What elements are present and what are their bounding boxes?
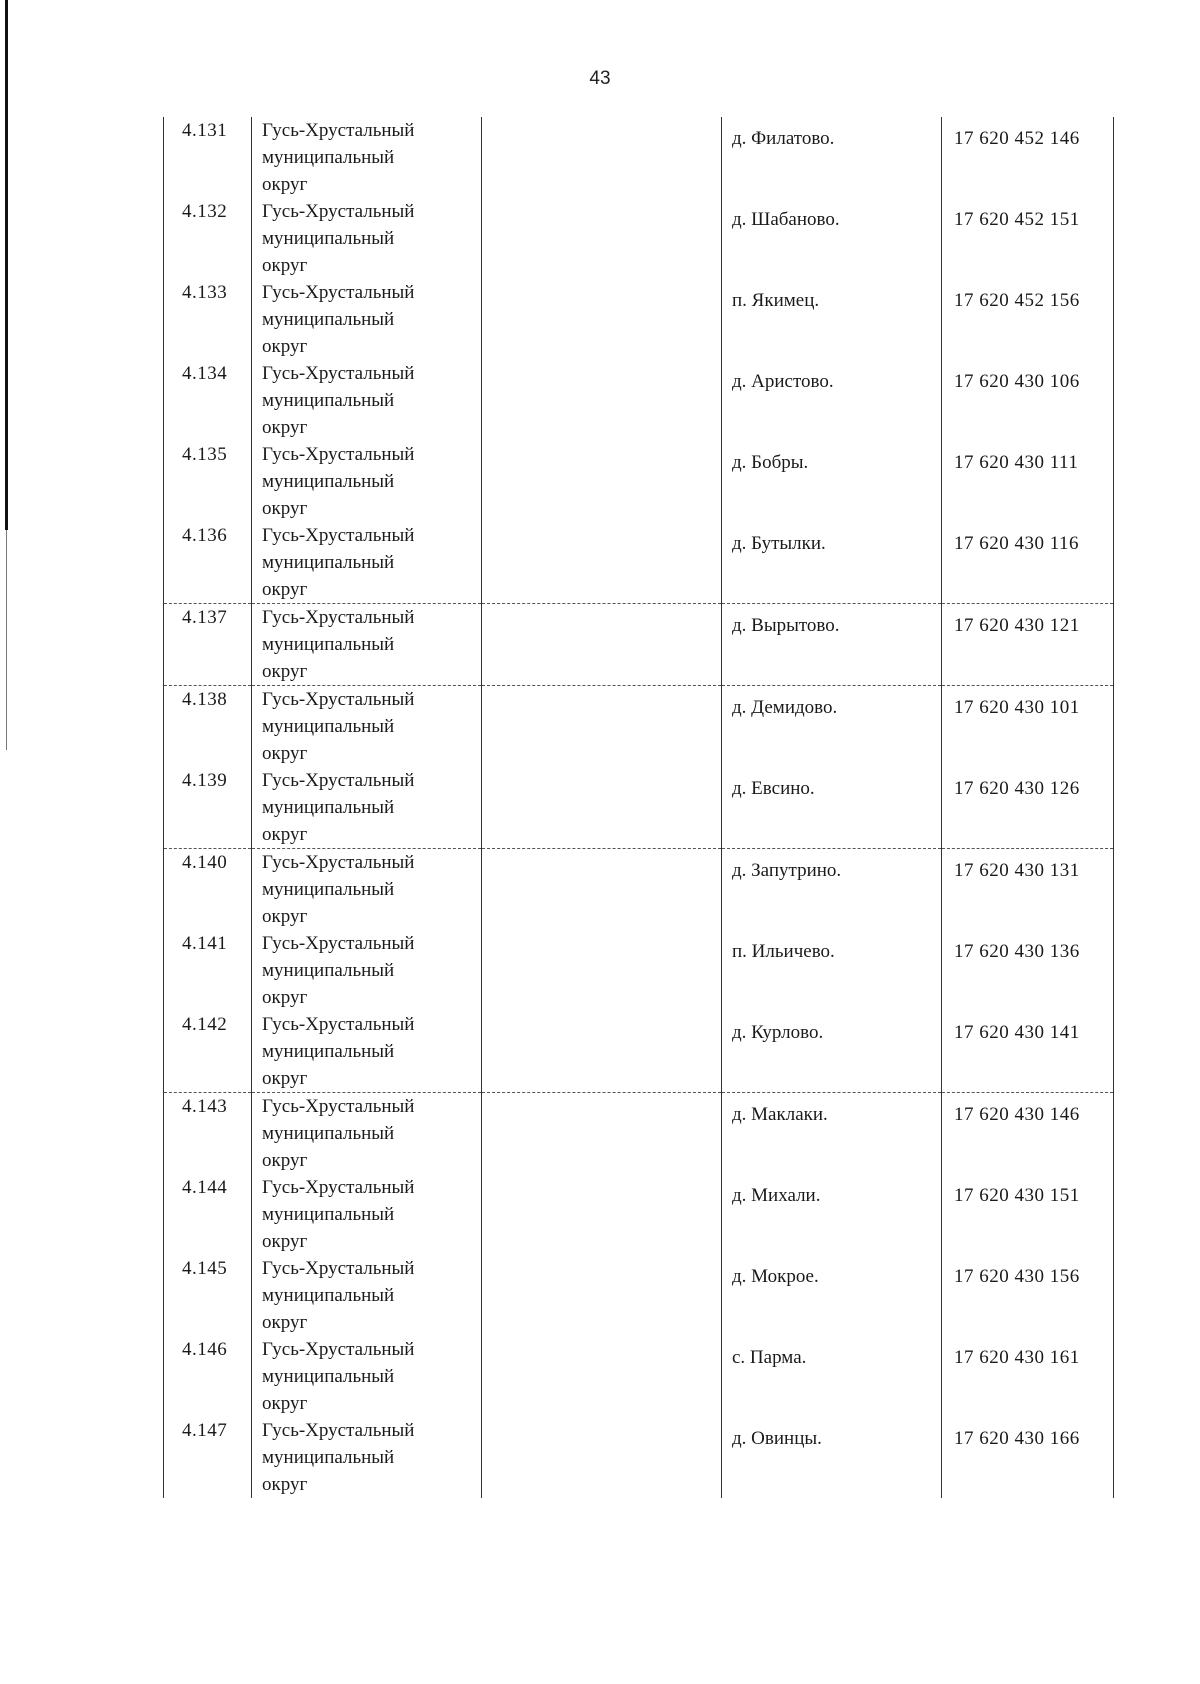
- locality-cell: д. Курлово.: [722, 1011, 942, 1093]
- municipality-line: муниципальный: [262, 1366, 395, 1387]
- row-number: 4.147: [164, 1417, 252, 1498]
- table-row: [164, 117, 1114, 198]
- row-number: 4.140: [164, 849, 252, 931]
- municipality-line: муниципальный: [262, 471, 395, 492]
- municipality-line: Гусь-Хрустальный: [262, 1420, 415, 1441]
- empty-cell: [482, 1336, 722, 1417]
- municipality-line: муниципальный: [262, 390, 395, 411]
- municipality-line: округ: [262, 174, 308, 195]
- municipality-line: муниципальный: [262, 228, 395, 249]
- oktmo-code-cell: 17 620 452 151: [942, 198, 1114, 279]
- municipality-cell: [252, 117, 482, 198]
- row-number: 4.139: [164, 767, 252, 849]
- oktmo-code-cell: 17 620 430 166: [942, 1417, 1114, 1498]
- municipality-cell: [252, 686, 482, 768]
- municipality-line: округ: [262, 987, 308, 1008]
- municipality-cell: [252, 1255, 482, 1336]
- empty-cell: [482, 604, 722, 686]
- row-number: 4.134: [164, 360, 252, 441]
- municipality-line: округ: [262, 255, 308, 276]
- empty-cell: [482, 117, 722, 198]
- municipality-line: Гусь-Хрустальный: [262, 363, 415, 384]
- empty-cell: [482, 686, 722, 768]
- row-number: 4.142: [164, 1011, 252, 1093]
- municipality-line: муниципальный: [262, 147, 395, 168]
- row-number: 4.144: [164, 1174, 252, 1255]
- municipality-line: Гусь-Хрустальный: [262, 933, 415, 954]
- row-number: 4.132: [164, 198, 252, 279]
- table-row: [164, 441, 1114, 522]
- municipality-cell: [252, 767, 482, 849]
- table-row: [164, 604, 1114, 686]
- municipality-cell: [252, 930, 482, 1011]
- row-number: 4.135: [164, 441, 252, 522]
- municipality-line: муниципальный: [262, 1041, 395, 1062]
- oktmo-code-cell: 17 620 430 151: [942, 1174, 1114, 1255]
- municipality-line: округ: [262, 336, 308, 357]
- oktmo-code-cell: 17 620 452 146: [942, 117, 1114, 198]
- oktmo-code-cell: 17 620 430 146: [942, 1093, 1114, 1175]
- table-row: [164, 1093, 1114, 1175]
- locality-cell: д. Бобры.: [722, 441, 942, 522]
- municipality-line: муниципальный: [262, 879, 395, 900]
- municipality-line: муниципальный: [262, 716, 395, 737]
- empty-cell: [482, 1011, 722, 1093]
- oktmo-code-cell: 17 620 430 141: [942, 1011, 1114, 1093]
- municipality-line: Гусь-Хрустальный: [262, 282, 415, 303]
- empty-cell: [482, 1417, 722, 1498]
- oktmo-code-cell: 17 620 430 156: [942, 1255, 1114, 1336]
- table-row: [164, 360, 1114, 441]
- locality-cell: д. Запутрино.: [722, 849, 942, 931]
- empty-cell: [482, 279, 722, 360]
- row-number: 4.137: [164, 604, 252, 686]
- empty-cell: [482, 441, 722, 522]
- locality-cell: д. Маклаки.: [722, 1093, 942, 1175]
- empty-cell: [482, 930, 722, 1011]
- municipality-line: округ: [262, 1068, 308, 1089]
- municipality-line: округ: [262, 1393, 308, 1414]
- row-number: 4.141: [164, 930, 252, 1011]
- municipality-cell: [252, 1093, 482, 1175]
- locality-cell: д. Евсино.: [722, 767, 942, 849]
- locality-cell: д. Овинцы.: [722, 1417, 942, 1498]
- oktmo-code-cell: 17 620 430 126: [942, 767, 1114, 849]
- municipality-line: муниципальный: [262, 1285, 395, 1306]
- locality-cell: д. Шабаново.: [722, 198, 942, 279]
- row-number: 4.131: [164, 117, 252, 198]
- locality-cell: д. Филатово.: [722, 117, 942, 198]
- empty-cell: [482, 849, 722, 931]
- empty-cell: [482, 1255, 722, 1336]
- municipality-cell: [252, 522, 482, 604]
- table-row: [164, 1174, 1114, 1255]
- row-number: 4.146: [164, 1336, 252, 1417]
- municipality-line: округ: [262, 1150, 308, 1171]
- municipality-line: Гусь-Хрустальный: [262, 1177, 415, 1198]
- table-row: [164, 849, 1114, 931]
- table-row: [164, 686, 1114, 768]
- municipality-cell: [252, 441, 482, 522]
- municipality-line: Гусь-Хрустальный: [262, 201, 415, 222]
- oktmo-code-cell: 17 620 430 136: [942, 930, 1114, 1011]
- table-row: [164, 767, 1114, 849]
- oktmo-code-cell: 17 620 452 156: [942, 279, 1114, 360]
- municipality-line: Гусь-Хрустальный: [262, 444, 415, 465]
- oktmo-code-cell: 17 620 430 121: [942, 604, 1114, 686]
- locality-cell: д. Аристово.: [722, 360, 942, 441]
- municipality-line: округ: [262, 1312, 308, 1333]
- municipality-line: Гусь-Хрустальный: [262, 1258, 415, 1279]
- municipality-line: округ: [262, 579, 308, 600]
- municipality-cell: [252, 1174, 482, 1255]
- oktmo-code-cell: 17 620 430 116: [942, 522, 1114, 604]
- empty-cell: [482, 1174, 722, 1255]
- empty-cell: [482, 198, 722, 279]
- municipality-line: Гусь-Хрустальный: [262, 1096, 415, 1117]
- locality-cell: д. Бутылки.: [722, 522, 942, 604]
- table-row: [164, 522, 1114, 604]
- municipality-cell: [252, 360, 482, 441]
- municipality-line: округ: [262, 906, 308, 927]
- municipality-line: муниципальный: [262, 960, 395, 981]
- municipality-line: округ: [262, 661, 308, 682]
- municipality-line: муниципальный: [262, 1447, 395, 1468]
- oktmo-code-cell: 17 620 430 101: [942, 686, 1114, 768]
- locality-cell: д. Вырытово.: [722, 604, 942, 686]
- municipality-line: округ: [262, 824, 308, 845]
- row-number: 4.133: [164, 279, 252, 360]
- municipality-line: округ: [262, 417, 308, 438]
- table-row: [164, 1011, 1114, 1093]
- registry-table-body: [164, 117, 1114, 1498]
- municipality-cell: [252, 279, 482, 360]
- oktmo-code-cell: 17 620 430 161: [942, 1336, 1114, 1417]
- municipality-line: муниципальный: [262, 634, 395, 655]
- locality-cell: п. Ильичево.: [722, 930, 942, 1011]
- empty-cell: [482, 767, 722, 849]
- municipality-line: муниципальный: [262, 797, 395, 818]
- municipality-line: муниципальный: [262, 1123, 395, 1144]
- locality-cell: с. Парма.: [722, 1336, 942, 1417]
- table-row: [164, 279, 1114, 360]
- oktmo-code-cell: 17 620 430 111: [942, 441, 1114, 522]
- municipality-line: округ: [262, 743, 308, 764]
- municipality-cell: [252, 1336, 482, 1417]
- municipality-line: округ: [262, 1231, 308, 1252]
- table-row: [164, 1336, 1114, 1417]
- empty-cell: [482, 522, 722, 604]
- oktmo-code-cell: 17 620 430 131: [942, 849, 1114, 931]
- municipality-line: муниципальный: [262, 309, 395, 330]
- municipality-line: муниципальный: [262, 552, 395, 573]
- locality-cell: п. Якимец.: [722, 279, 942, 360]
- table-row: [164, 1417, 1114, 1498]
- row-number: 4.145: [164, 1255, 252, 1336]
- row-number: 4.136: [164, 522, 252, 604]
- locality-cell: д. Михали.: [722, 1174, 942, 1255]
- locality-cell: д. Демидово.: [722, 686, 942, 768]
- row-number: 4.143: [164, 1093, 252, 1175]
- table-row: [164, 1255, 1114, 1336]
- locality-cell: д. Мокрое.: [722, 1255, 942, 1336]
- row-number: 4.138: [164, 686, 252, 768]
- table-row: [164, 198, 1114, 279]
- table-row: [164, 930, 1114, 1011]
- municipality-line: Гусь-Хрустальный: [262, 525, 415, 546]
- oktmo-code-cell: 17 620 430 106: [942, 360, 1114, 441]
- empty-cell: [482, 360, 722, 441]
- municipality-line: муниципальный: [262, 1204, 395, 1225]
- municipality-line: Гусь-Хрустальный: [262, 689, 415, 710]
- municipality-line: Гусь-Хрустальный: [262, 852, 415, 873]
- scan-edge-mark-faint: [6, 530, 7, 750]
- municipality-cell: [252, 198, 482, 279]
- municipality-cell: [252, 1417, 482, 1498]
- municipality-line: Гусь-Хрустальный: [262, 1339, 415, 1360]
- municipality-cell: [252, 849, 482, 931]
- empty-cell: [482, 1093, 722, 1175]
- municipality-line: Гусь-Хрустальный: [262, 120, 415, 141]
- municipality-line: Гусь-Хрустальный: [262, 770, 415, 791]
- municipality-cell: [252, 604, 482, 686]
- municipality-line: Гусь-Хрустальный: [262, 1014, 415, 1035]
- municipality-line: округ: [262, 498, 308, 519]
- municipality-line: Гусь-Хрустальный: [262, 607, 415, 628]
- municipality-cell: [252, 1011, 482, 1093]
- page-number: 43: [589, 68, 611, 89]
- locality-registry-table: [163, 117, 1114, 1498]
- municipality-line: округ: [262, 1474, 308, 1495]
